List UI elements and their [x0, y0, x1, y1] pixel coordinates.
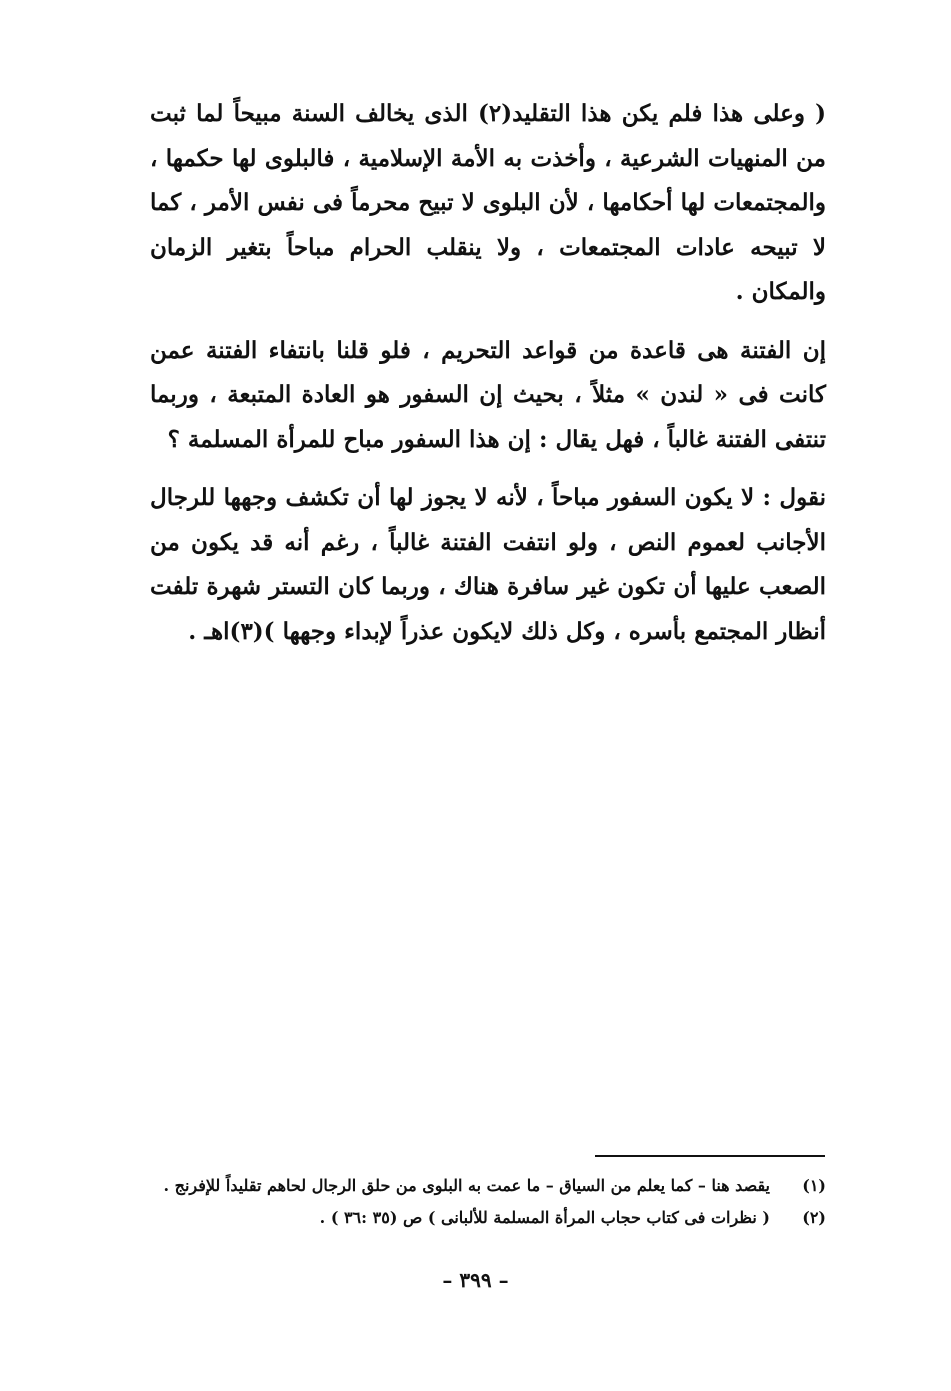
- paragraph: نقول : لا يكون السفور مباحاً ، لأنه لا يجوز لها أن تكشف وجهها للرجال الأجانب لعموم النص ، ولو انتفت الفتنة غالباً ، رغم أنه قد يكون من الصعب عليها أن تكون غير سافرة هناك ، وربما كان التستر شهرة تلفت أنظار المجتمع بأسره ، وكل ذلك لايكون عذراً لإبداء وجهها )(٣)اهـ .: [150, 484, 826, 645]
- paragraph: إن الفتنة هى قاعدة من قواعد التحريم ، فلو قلنا بانتفاء الفتنة عمن كانت فى « لندن » مثلاً ، بحيث إن السفور هو العادة المتبعة ، وربما تنتفى الفتنة غالباً ، فهل يقال : إن هذا السفور مباح للمرأة المسلمة ؟: [150, 336, 826, 453]
- footnote-marker: (٢): [802, 1208, 826, 1227]
- paragraph: ( وعلى هذا فلم يكن هذا التقليد(٢) الذى يخالف السنة مبيحاً لما ثبت من المنهيات الشرعية ، وأخذت به الأمة الإسلامية ، فالبلوى لها حكمها ، والمجتمعات لها أحكامها ، لأن البلوى لا تبيح محرماً فى نفس الأمر ، كما لا تبيحه عادات المجتمعات ، ولا ينقلب الحرام مباحاً بتغير الزمان والمكان .: [150, 100, 826, 305]
- footnote-text: ( نظرات فى كتاب حجاب المرأة المسلمة للألبانى ) ص (٣٥ :٣٦ ) .: [319, 1208, 770, 1227]
- main-text-block: [150, 92, 826, 668]
- footnote-marker: (١): [802, 1176, 826, 1195]
- page-number: – ٣٩٩ –: [442, 1268, 509, 1292]
- footnotes: [150, 1170, 826, 1234]
- footnote-text: يقصد هنا – كما يعلم من السياق – ما عمت به البلوى من حلق الرجال لحاهم تقليداً للإفرنج .: [163, 1176, 770, 1195]
- footnote: [150, 1202, 826, 1234]
- footnote: [150, 1170, 826, 1202]
- footnote-divider: [595, 1155, 825, 1157]
